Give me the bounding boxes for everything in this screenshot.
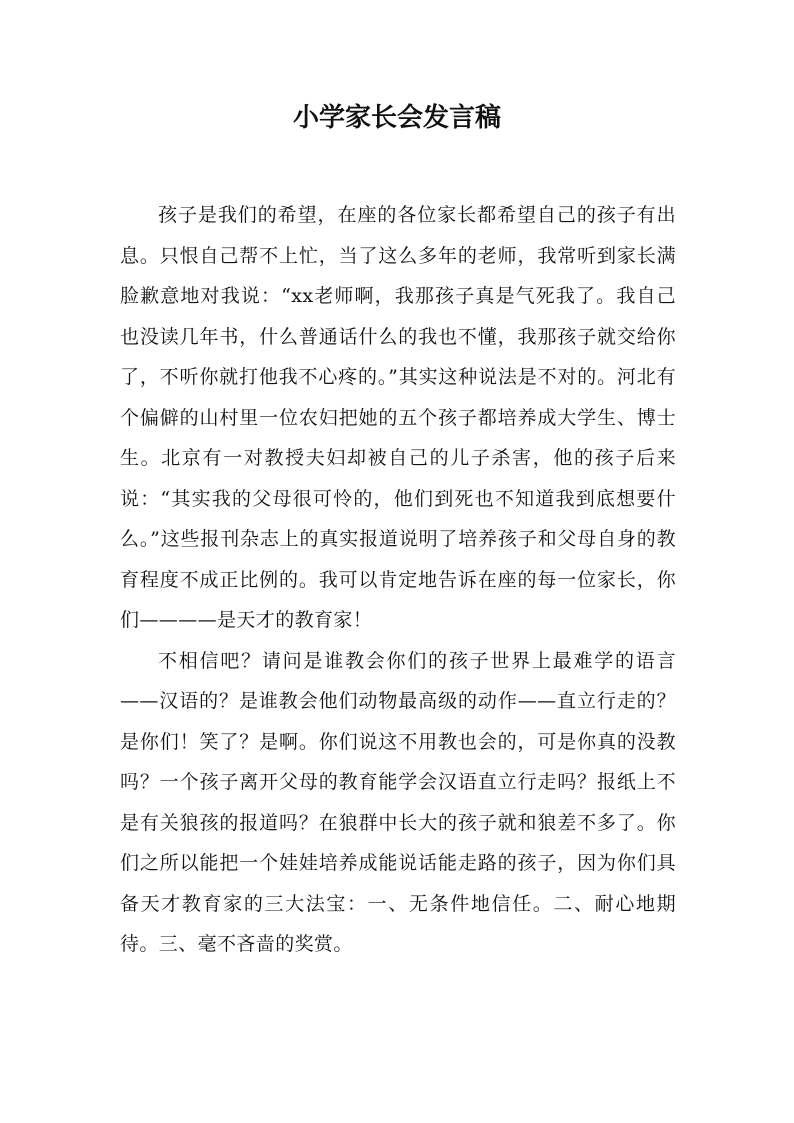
document-title: 小学家长会发言稿 (292, 103, 501, 133)
document-body (120, 195, 676, 965)
paragraph: 不相信吧？请问是谁教会你们的孩子世界上最难学的语言——汉语的？是谁教会他们动物最高级的动作——直立行走的？是你们！笑了？是啊。你们说这不用教也会的，可是你真的没教吗？一个孩子离开父母的教育能学会汉语直立行走吗？报纸上不是有关狼孩的报道吗？在狼群中长大的孩子就和狼差不多了。你们之所以能把一个娃娃培养成能说话能走路的孩子，因为你们具备天才教育家的三大法宝：一、无条件地信任。二、耐心地期待。三、毫不吝啬的奖赏。 (120, 649, 676, 955)
paragraph: 孩子是我们的希望，在座的各位家长都希望自己的孩子有出息。只恨自己帮不上忙，当了这么多年的老师，我常听到家长满脸歉意地对我说：“xx老师啊，我那孩子真是气死我了。我自己也没读几年书，什么普通话什么的我也不懂，我那孩子就交给你了，不听你就打他我不心疼的。”其实这种说法是不对的。河北有个偏僻的山村里一位农妇把她的五个孩子都培养成大学生、博士生。北京有一对教授夫妇却被自己的儿子杀害，他的孩子后来说：“其实我的父母很可怜的，他们到死也不知道我到底想要什么。”这些报刊杂志上的真实报道说明了培养孩子和父母自身的教育程度不成正比例的。我可以肯定地告诉在座的每一位家长，你们————是天才的教育家！ (120, 204, 676, 631)
